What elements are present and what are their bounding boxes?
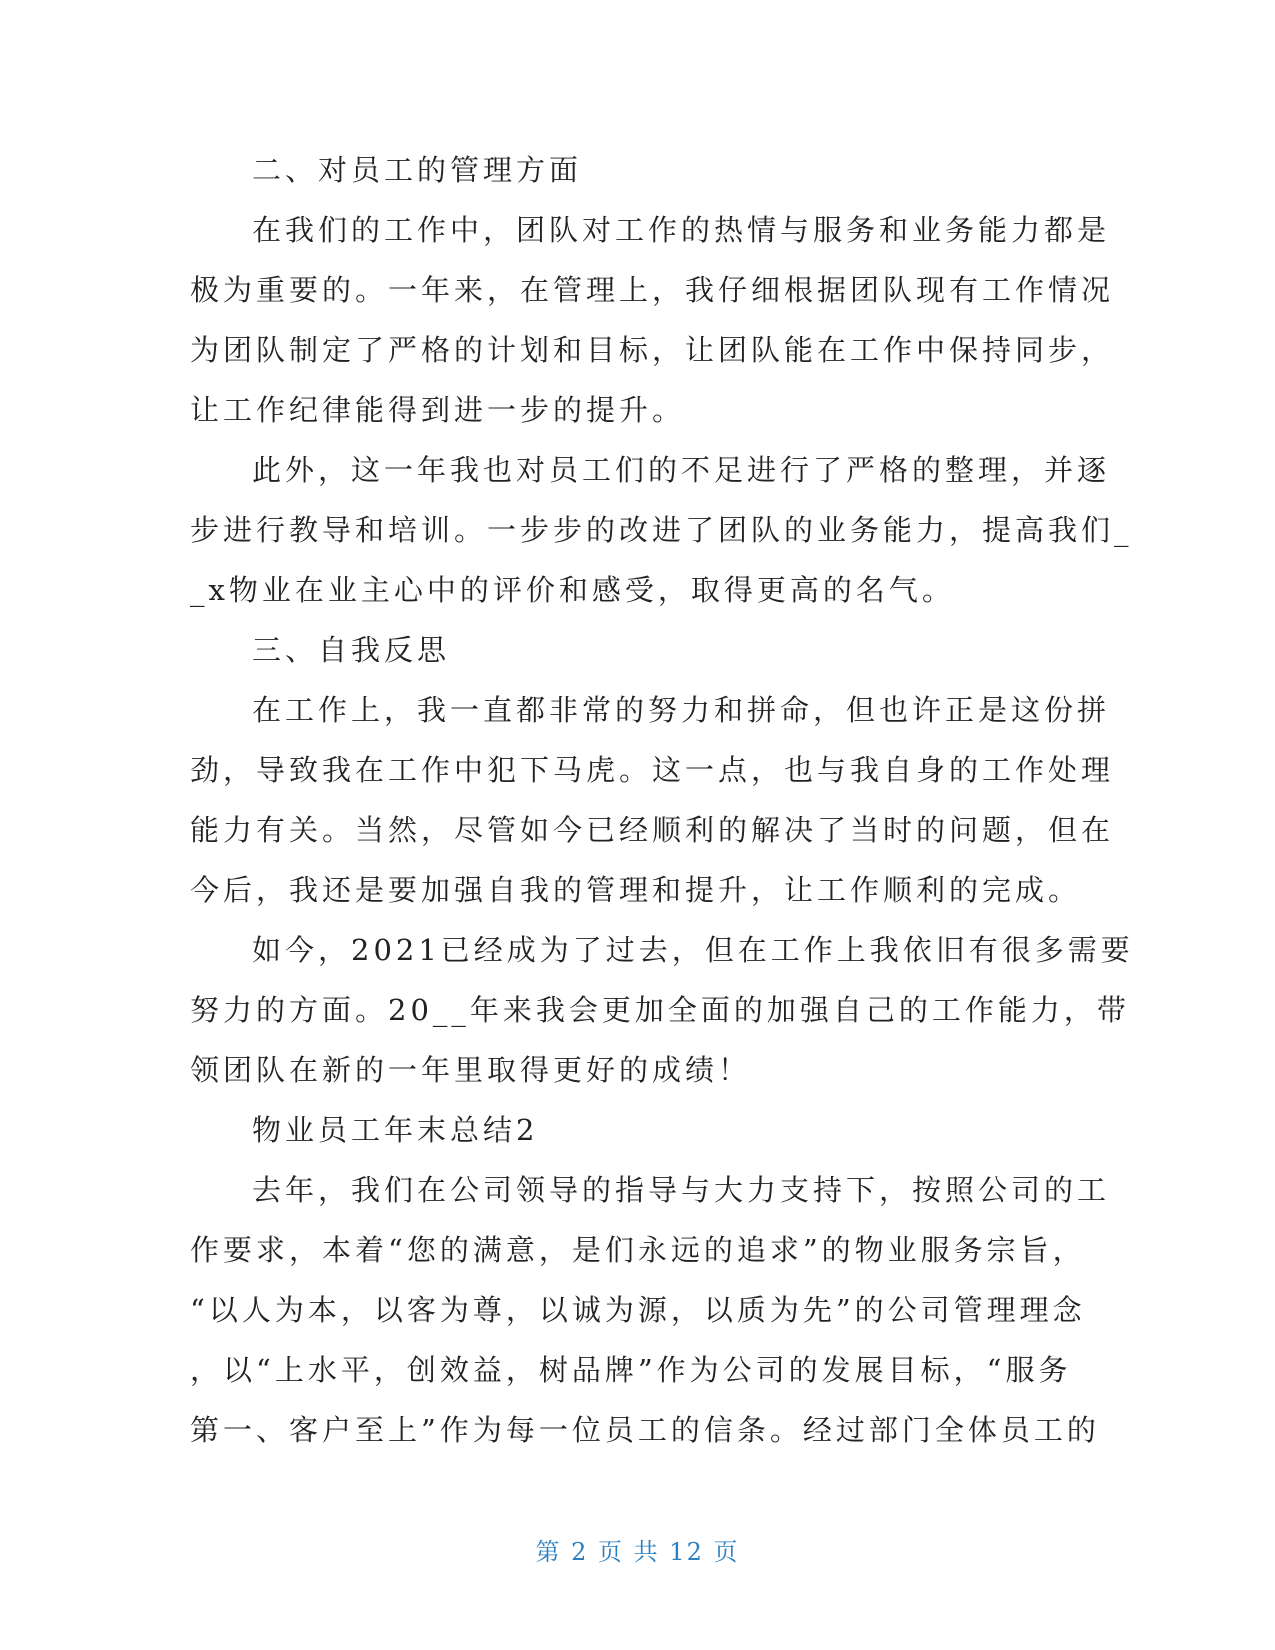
text-line: 在工作上，我一直都非常的努力和拼命，但也许正是这份拼 — [252, 693, 1111, 727]
section-heading-self-reflection — [190, 620, 1080, 680]
section-heading-employee-management — [190, 140, 1080, 200]
text-line: 在我们的工作中，团队对工作的热情与服务和业务能力都是 — [252, 213, 1111, 247]
text-line: 二、对员工的管理方面 — [252, 153, 583, 187]
text-line: 步进行教导和培训。一步步的改进了团队的业务能力，提高我们_ — [190, 513, 1133, 547]
text-line: 领团队在新的一年里取得更好的成绩！ — [190, 1053, 752, 1087]
text-line: 能力有关。当然，尽管如今已经顺利的解决了当时的问题，但在 — [190, 813, 1115, 847]
section-title-summary-2 — [190, 1100, 1080, 1160]
paragraph-reflection — [190, 680, 1115, 920]
text-line: 今后，我还是要加强自我的管理和提升，让工作顺利的完成。 — [190, 873, 1082, 907]
text-line: 此外，这一年我也对员工们的不足进行了严格的整理，并逐 — [252, 453, 1111, 487]
document-body — [190, 140, 1134, 1460]
paragraph-team-management — [190, 200, 1115, 440]
text-line: _x物业在业主心中的评价和感受，取得更高的名气。 — [190, 573, 955, 607]
text-line: 物业员工年末总结2 — [252, 1113, 539, 1147]
text-line: 让工作纪律能得到进一步的提升。 — [190, 393, 686, 427]
text-line: “以人为本，以客为尊，以诚为源，以质为先”的公司管理理念 — [190, 1293, 1086, 1327]
text-line: 作要求，本着“您的满意，是们永远的追求”的物业服务宗旨， — [190, 1233, 1086, 1267]
text-line: 第一、客户至上”作为每一位员工的信条。经过部门全体员工的 — [190, 1413, 1100, 1447]
text-line: 去年，我们在公司领导的指导与大力支持下，按照公司的工 — [252, 1173, 1111, 1207]
text-line: 三、自我反思 — [252, 633, 451, 667]
text-line: 努力的方面。20__年来我会更加全面的加强自己的工作能力，带 — [190, 993, 1130, 1027]
text-line: 极为重要的。一年来，在管理上，我仔细根据团队现有工作情况 — [190, 273, 1115, 307]
page-number-footer: 第 2 页 共 12 页 — [535, 1538, 740, 1566]
text-line: 如今，2021已经成为了过去，但在工作上我依旧有很多需要 — [252, 933, 1134, 967]
paragraph-outlook — [190, 920, 1134, 1100]
paragraph-last-year — [190, 1160, 1111, 1460]
text-line: ，以“上水平，创效益，树品牌”作为公司的发展目标，“服务 — [190, 1353, 1072, 1387]
text-line: 为团队制定了严格的计划和目标，让团队能在工作中保持同步， — [190, 333, 1115, 367]
paragraph-training — [190, 440, 1133, 620]
text-line: 劲，导致我在工作中犯下马虎。这一点，也与我自身的工作处理 — [190, 753, 1115, 787]
